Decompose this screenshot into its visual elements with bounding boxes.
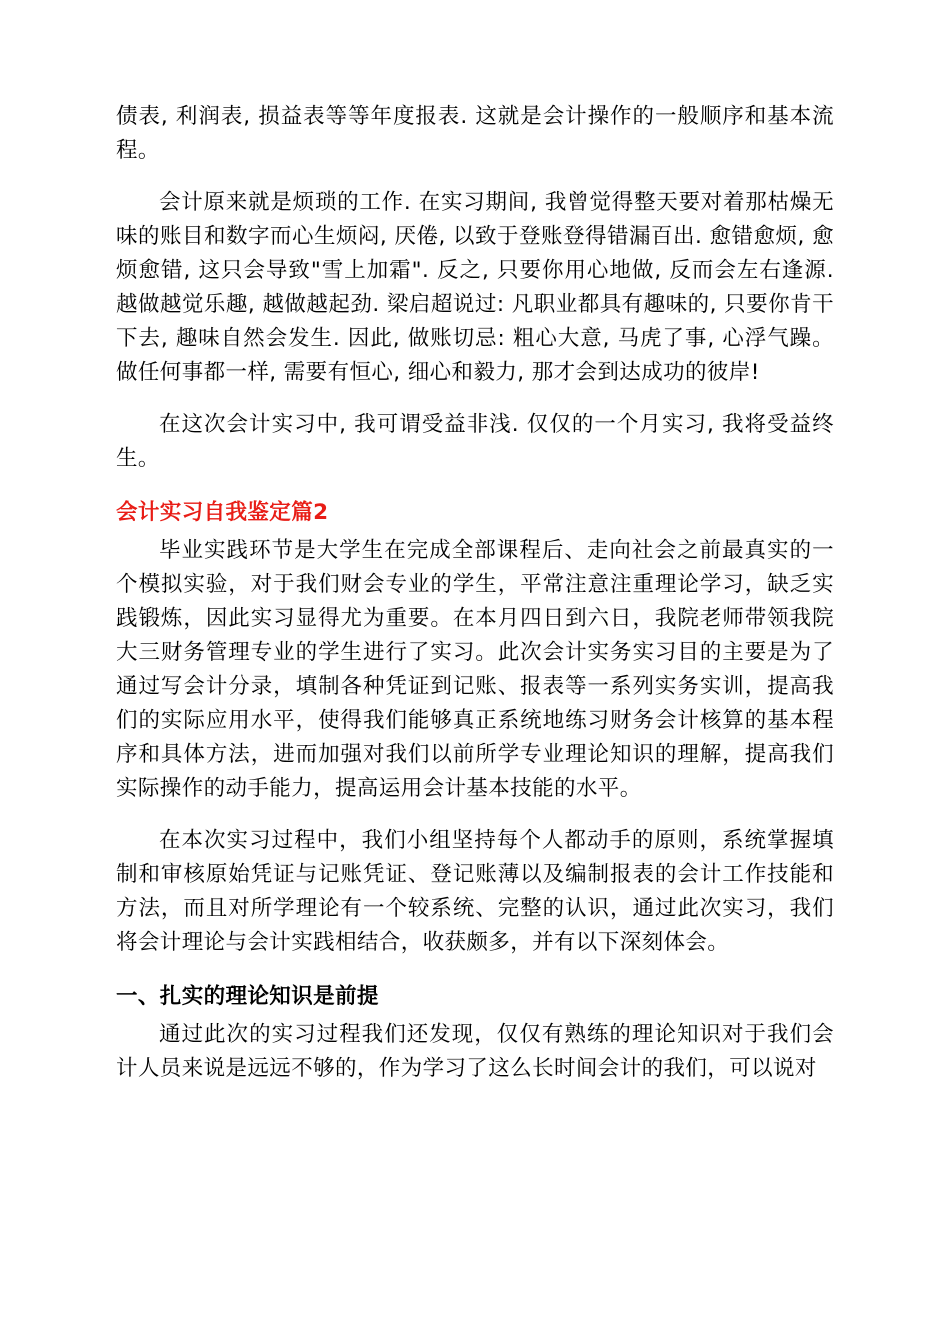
paragraph-continued: 债表, 利润表, 损益表等等年度报表. 这就是会计操作的一般顺序和基本流程。	[116, 104, 834, 163]
paragraph-practice-process: 在本次实习过程中，我们小组坚持每个人都动手的原则，系统掌握填制和审核原始凭证与记账凭证、登记账薄以及编制报表的会计工作技能和方法，而且对所学理论有一个较系统、完整的认识，通过此次实习，我们将会计理论与会计实践相结合，收获颇多，并有以下深刻体会。	[116, 828, 834, 955]
paragraph-theory-insufficient: 通过此次的实习过程我们还发现，仅仅有熟练的理论知识对于我们会计人员来说是远远不够的，作为学习了这么长时间会计的我们，可以说对	[116, 1022, 834, 1081]
subheading-theory-foundation: 一、扎实的理论知识是前提	[116, 984, 379, 1009]
paragraph-graduation-practice: 毕业实践环节是大学生在完成全部课程后、走向社会之前最真实的一个模拟实验，对于我们财会专业的学生，平常注意注重理论学习，缺乏实践锻炼，因此实习显得尤为重要。在本月四日到六日，我院老师带领我院大三财务管理专业的学生进行了实习。此次会计实务实习目的主要是为了通过写会计分录，填制各种凭证到记账、报表等一系列实务实训，提高我们的实际应用水平，使得我们能够真正系统地练习财务会计核算的基本程序和具体方法，进而加强对我们以前所学专业理论知识的理解，提高我们实际操作的动手能力，提高运用会计基本技能的水平。	[116, 538, 834, 801]
paragraph-accounting-tedious: 会计原来就是烦琐的工作. 在实习期间, 我曾觉得整天要对着那枯燥无味的账目和数字而心生烦闷, 厌倦, 以致于登账登得错漏百出. 愈错愈烦, 愈烦愈错, 这只会导致"雪上加霜". 反之, 只要你用心地做, 反而会左右逢源. 越做越觉乐趣, 越做越起劲. 梁启超说过: 凡职业都具有趣味的, 只要你肯干下去, 趣味自然会发生. 因此, 做账切忌: 粗心大意, 马虎了事, 心浮气躁。做任何事都一样, 需要有恒心, 细心和毅力, 那才会到达成功的彼岸!	[116, 190, 834, 385]
section-title: 会计实习自我鉴定篇2	[116, 500, 329, 525]
document-page	[116, 100, 834, 1086]
paragraph-benefit: 在这次会计实习中, 我可谓受益非浅. 仅仅的一个月实习, 我将受益终生。	[116, 412, 834, 471]
